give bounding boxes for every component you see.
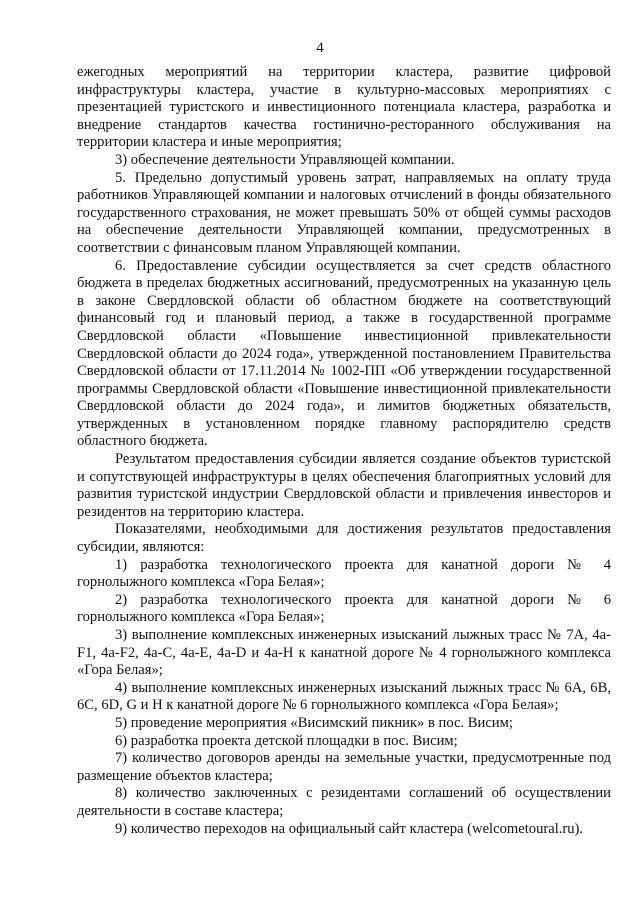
list-item: 6) разработка проекта детской площадки в пос. Висим;: [115, 732, 458, 749]
page-number: 4: [316, 40, 324, 56]
paragraph: Показателями, необходимыми для достижения результатов предоставления субсидии, являются:: [77, 521, 611, 556]
document-body: [77, 64, 611, 838]
list-item: 4) выполнение комплексных инженерных изысканий лыжных трасс № 6А, 6В, 6С, 6D, G и Н к канатной дороге № 6 горнолыжного комплекса «Гора Белая»;: [77, 679, 611, 714]
list-item: 5) проведение мероприятия «Висимский пикник» в пос. Висим;: [115, 714, 513, 731]
list-item: 8) количество заключенных с резидентами соглашений об осуществлении деятельности в составе кластера;: [77, 785, 611, 819]
paragraph: 6. Предоставление субсидии осуществляется за счет средств областного бюджета в пределах бюджетных ассигнований, предусмотренных на указанную цель в законе Свердловской области об областном бюджете на соответствующий финансовый год и плановый период, а также в государственной программе Свердловской области «Повышение инвестиционной привлекательности Свердловской области до 2024 года», утвержденной постановлением Правительства Свердловской области от 17.11.2014 № 1002-ПП «Об утверждении государственной программы Свердловской области «Повышение инвестиционной привлекательности Свердловской области до 2024 года», и лимитов бюджетных обязательств, утвержденных в установленном порядке главному распорядителю средств областного бюджета.: [77, 257, 611, 450]
list-item: 9) количество переходов на официальный сайт кластера (welcometoural.ru).: [115, 820, 584, 837]
list-item: 2) разработка технологического проекта для канатной дороги № 6 горнолыжного комплекса «Гора Белая»;: [77, 591, 611, 626]
paragraph: Результатом предоставления субсидии является создание объектов туристской и сопутствующей инфраструктуры в целях обеспечения благоприятных условий для развития туристской индустрии Свердловской области и привлечения инвесторов и резидентов на территорию кластера.: [77, 451, 611, 520]
paragraph: ежегодных мероприятий на территории кластера, развитие цифровой инфраструктуры кластера, участие в культурно-массовых мероприятиях с презентацией туристского и инвестиционного потенциала кластера, разработка и внедрение стандартов качества гостинично-ресторанного обслуживания на территории кластера и иные мероприятия;: [77, 64, 611, 151]
list-item: 3) выполнение комплексных инженерных изысканий лыжных трасс № 7А, 4а-F1, 4а-F2, 4а-С, 4а-Е, 4а-D и 4а-Н к канатной дороге № 4 горнолыжного комплекса «Гора Белая»;: [77, 627, 611, 679]
paragraph: 3) обеспечение деятельности Управляющей компании.: [115, 151, 455, 168]
paragraph: 5. Предельно допустимый уровень затрат, направляемых на оплату труда работников Управляющей компании и налоговых отчислений в фонды обязательного государственного страхования, не может превышать 50% от общей суммы расходов на обеспечение деятельности Управляющей компании, предусмотренных в соответствии с финансовым планом Управляющей компании.: [77, 169, 611, 256]
list-item: 7) количество договоров аренды на земельные участки, предусмотренные под размещение объектов кластера;: [77, 750, 611, 784]
list-item: 1) разработка технологического проекта для канатной дороги № 4 горнолыжного комплекса «Гора Белая»;: [77, 556, 611, 591]
